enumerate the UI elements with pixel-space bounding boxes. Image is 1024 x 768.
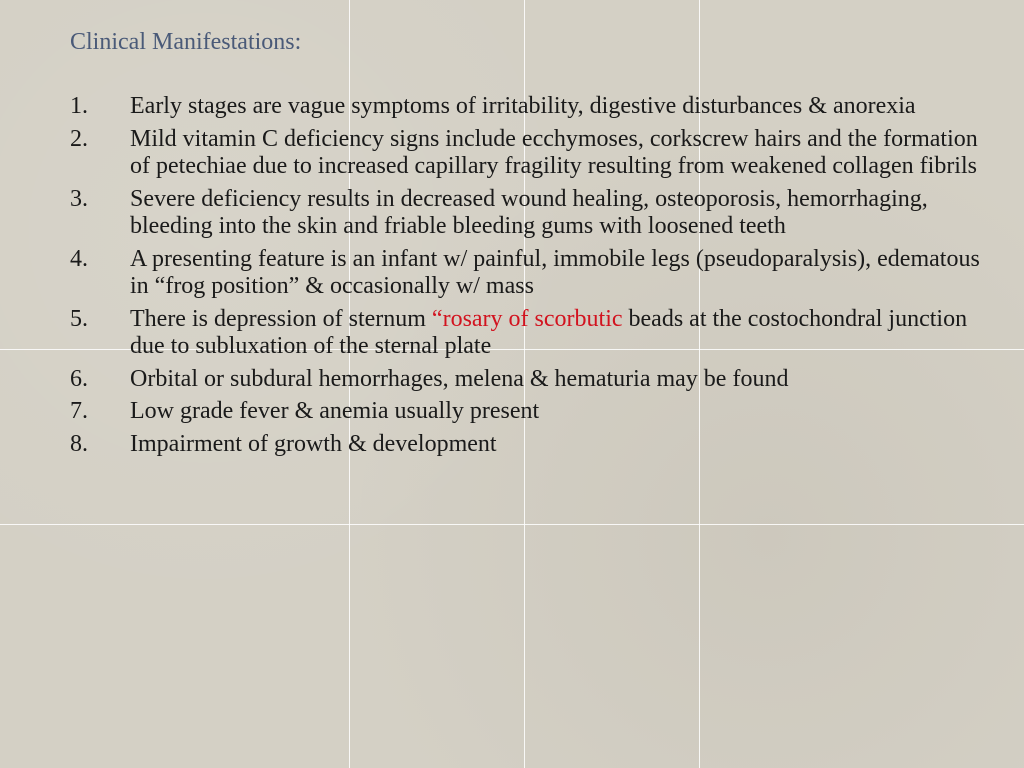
list-item-number: 4. [70, 245, 88, 272]
list-item-text: Impairment of growth & development [130, 430, 497, 457]
list-item-text: Early stages are vague symptoms of irritability, digestive disturbances & anorexia [130, 93, 916, 119]
list-item [70, 126, 990, 181]
list-item [70, 366, 990, 394]
list-item [70, 186, 990, 241]
list-item-text: Low grade fever & anemia usually present [130, 398, 540, 424]
list-item [70, 246, 990, 301]
list-item [70, 306, 990, 361]
manifestations-list [70, 93, 990, 463]
list-item [70, 398, 990, 426]
list-item-text: A presenting feature is an infant w/ painful, immobile legs (pseudoparalysis), edematous in “frog position” & occasionally w/ mass [130, 245, 980, 299]
list-item-text-after: beads at the costochondral junction due to subluxation of the sternal plate [130, 305, 968, 359]
list-item-number: 3. [70, 185, 88, 212]
list-item-number: 7. [70, 398, 88, 424]
list-item-text: Severe deficiency results in decreased wound healing, osteoporosis, hemorrhaging, bleeding into the skin and friable bleeding gums with loosened teeth [130, 185, 928, 239]
list-item-text [130, 306, 990, 361]
slide-title: Clinical Manifestations: [70, 29, 302, 55]
list-item [70, 431, 990, 459]
list-item-number: 6. [70, 365, 88, 392]
list-item-text: Orbital or subdural hemorrhages, melena & hematuria may be found [130, 365, 789, 392]
list-item-number: 2. [70, 125, 88, 152]
list-item [70, 93, 990, 121]
list-item-text: Mild vitamin C deficiency signs include ecchymoses, corkscrew hairs and the formation of petechiae due to increased capillary fragility resulting from weakened collagen fibrils [130, 125, 978, 179]
list-item-number: 5. [70, 305, 88, 332]
list-item-text-before: There is depression of sternum [130, 305, 432, 332]
highlighted-phrase: “rosary of scorbutic [431, 305, 623, 332]
list-item-number: 8. [70, 430, 88, 457]
list-item-number: 1. [70, 93, 88, 119]
grid-line-horizontal [0, 524, 1024, 525]
